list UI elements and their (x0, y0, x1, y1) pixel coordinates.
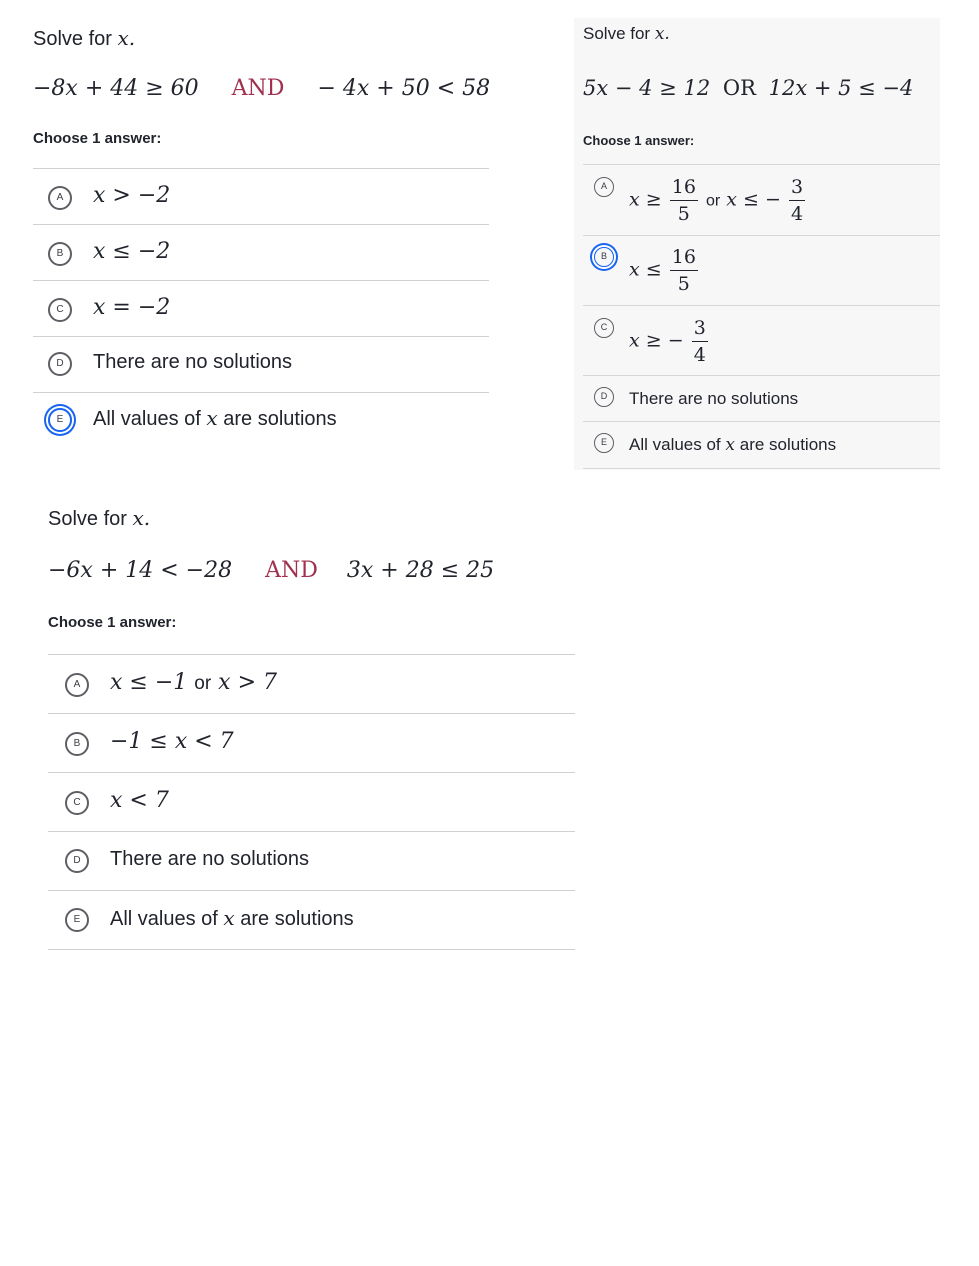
choice-b-text (629, 244, 700, 297)
choice-c-op: ≥ − (645, 329, 684, 352)
choice-e-variable: x (725, 435, 735, 455)
choice-c-fraction (692, 315, 708, 368)
choice-c-text (629, 315, 710, 368)
choice-a-radio[interactable]: A (65, 673, 89, 697)
choice-a[interactable] (48, 655, 575, 714)
choice-a-text (110, 670, 277, 695)
choice-a-var: x (629, 188, 640, 211)
choice-a[interactable] (33, 169, 489, 225)
choice-list (583, 164, 940, 469)
choice-b[interactable] (48, 714, 575, 773)
choice-d[interactable] (583, 376, 940, 422)
question-title (33, 26, 135, 51)
fraction-numerator: 3 (692, 315, 708, 342)
choice-e-text-post: are solutions (223, 408, 337, 430)
choice-a[interactable] (583, 165, 940, 236)
choice-c-radio[interactable]: C (48, 298, 72, 322)
choice-a-text: x > −2 (93, 183, 171, 208)
question-equation (48, 558, 494, 583)
choice-e-text-post: are solutions (240, 908, 354, 930)
choice-list (33, 168, 489, 449)
fraction-numerator: 3 (789, 174, 805, 201)
choice-d-text: There are no solutions (629, 389, 799, 408)
choice-b-radio[interactable]: B (65, 732, 89, 756)
fraction-denominator: 4 (790, 203, 804, 225)
choice-e-radio[interactable]: E (594, 433, 614, 453)
choice-d-radio[interactable]: D (594, 387, 614, 407)
choice-c-text: x < 7 (110, 788, 169, 813)
equation-connector: AND (231, 76, 285, 101)
choice-b-text: −1 ≤ x < 7 (110, 729, 234, 754)
choice-a-fraction-1 (670, 174, 698, 227)
choice-e-text (93, 406, 337, 431)
choice-a-radio[interactable]: A (594, 177, 614, 197)
choice-a-op: ≥ (645, 188, 662, 211)
equation-part-2: 12x + 5 ≤ −4 (768, 76, 914, 100)
question-title (583, 24, 670, 44)
fraction-denominator: 4 (693, 344, 706, 366)
choice-a-or: or (705, 192, 721, 210)
title-variable: x. (132, 506, 151, 530)
equation-connector: OR (722, 76, 756, 100)
question-title (48, 506, 150, 531)
title-text: Solve for (33, 28, 112, 50)
title-variable: x. (117, 26, 136, 50)
choice-e-radio[interactable]: E (48, 408, 72, 432)
title-text: Solve for (48, 508, 127, 530)
choice-c[interactable] (33, 281, 489, 337)
choice-b[interactable] (583, 236, 940, 306)
choice-b-radio[interactable]: B (48, 242, 72, 266)
choice-b-var: x (629, 258, 640, 281)
fraction-numerator: 16 (670, 174, 698, 201)
choice-e[interactable] (48, 891, 575, 950)
choice-d[interactable] (33, 337, 489, 393)
choice-c[interactable] (48, 773, 575, 832)
choice-a-text (629, 174, 807, 227)
fraction-denominator: 5 (677, 203, 690, 225)
choice-a-var-2: x (726, 188, 737, 211)
choice-e-radio[interactable]: E (65, 908, 89, 932)
choose-label: Choose 1 answer: (48, 614, 177, 631)
choice-d-text: There are no solutions (93, 351, 293, 373)
choose-label: Choose 1 answer: (583, 133, 695, 148)
choice-e-variable: x (206, 406, 218, 430)
choice-e-text (110, 906, 354, 931)
choice-c-var: x (629, 329, 640, 352)
choice-e-variable: x (223, 906, 235, 930)
equation-connector: AND (265, 558, 318, 583)
choice-d-radio[interactable]: D (48, 352, 72, 376)
question-panel-left (33, 24, 493, 464)
fraction-denominator: 5 (677, 273, 690, 295)
equation-part-2: 3x + 28 ≤ 25 (346, 558, 495, 583)
choice-b-fraction (670, 244, 698, 297)
equation-part-1: −8x + 44 ≥ 60 (33, 76, 199, 101)
question-equation (583, 76, 913, 100)
equation-part-1: 5x − 4 ≥ 12 (583, 76, 711, 100)
choice-c-text: x = −2 (93, 295, 171, 320)
choice-e[interactable] (583, 422, 940, 469)
choice-e-text-pre: All values of (110, 908, 218, 930)
choice-a-radio[interactable]: A (48, 186, 72, 210)
choice-a-math-1: x ≤ −1 (110, 670, 188, 695)
choice-b-text: x ≤ −2 (93, 239, 171, 264)
choice-b[interactable] (33, 225, 489, 281)
choice-a-or: or (194, 673, 212, 694)
choice-b-radio[interactable]: B (594, 247, 614, 267)
choice-a-math-2: x > 7 (218, 670, 277, 695)
question-panel-right (574, 18, 940, 470)
choice-e-text-post: are solutions (739, 435, 837, 454)
choice-a-op-2: ≤ − (743, 188, 781, 211)
choice-e-text-pre: All values of (629, 435, 721, 454)
question-equation (33, 76, 490, 101)
choice-e-text-pre: All values of (93, 408, 201, 430)
choice-d-text: There are no solutions (110, 848, 310, 870)
choose-label: Choose 1 answer: (33, 130, 162, 147)
choice-c[interactable] (583, 306, 940, 376)
choice-d[interactable] (48, 832, 575, 891)
choice-a-fraction-2 (789, 174, 805, 227)
choice-e[interactable] (33, 393, 489, 449)
choice-c-radio[interactable]: C (594, 318, 614, 338)
choice-b-op: ≤ (645, 258, 662, 281)
title-text: Solve for (583, 24, 651, 43)
equation-part-2: − 4x + 50 < 58 (317, 76, 491, 101)
equation-part-1: −6x + 14 < −28 (48, 558, 233, 583)
title-variable: x. (654, 24, 670, 44)
question-panel-bottom (48, 504, 578, 954)
choice-c-radio[interactable]: C (65, 791, 89, 815)
choice-d-radio[interactable]: D (65, 849, 89, 873)
fraction-numerator: 16 (670, 244, 698, 271)
choice-list (48, 654, 575, 950)
choice-e-text (629, 435, 836, 455)
